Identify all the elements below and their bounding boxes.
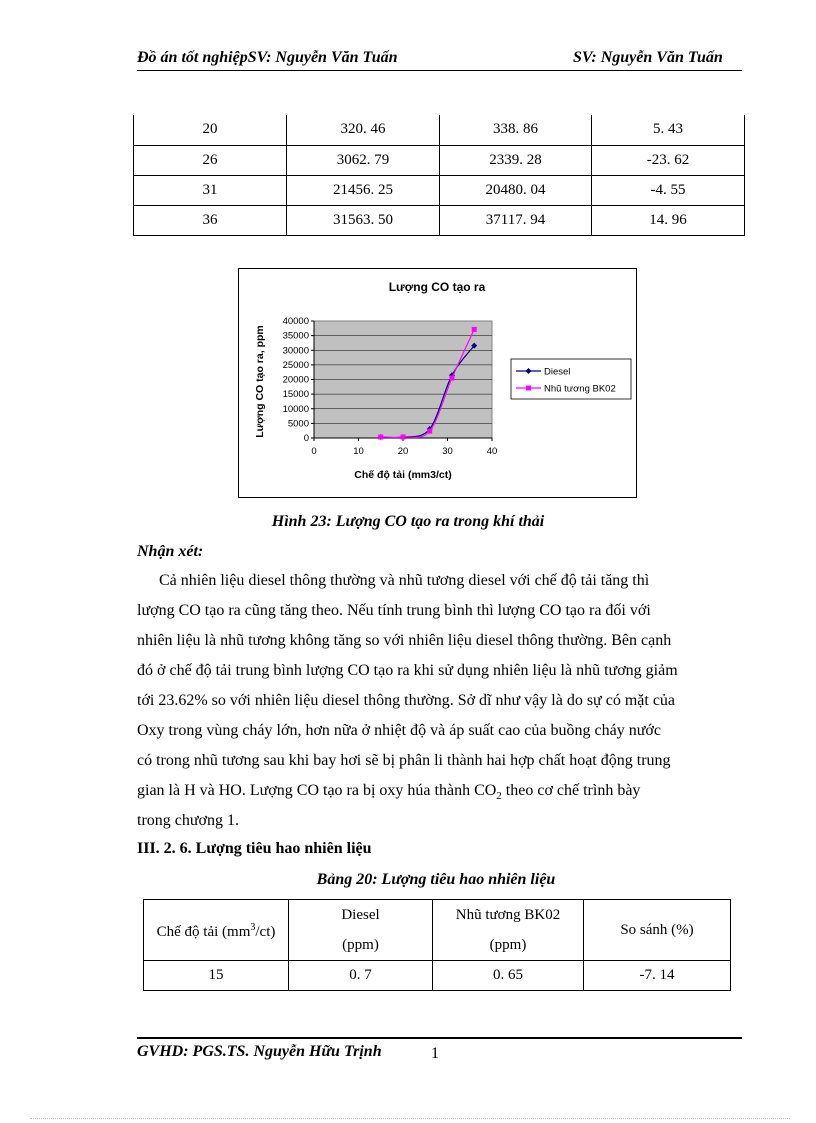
header-cell-diesel [289,900,433,961]
section-heading: III. 2. 6. Lượng tiêu hao nhiên liệu [137,840,372,857]
y-tick-label: 35000 [282,330,309,342]
page-number: 1 [431,1045,439,1062]
remark-title: Nhận xét: [137,543,204,560]
table-row [134,205,745,235]
chart-title: Lượng CO tạo ra [388,280,486,294]
header-text: /ct) [255,924,276,940]
table-cell: 21456. 25 [287,175,440,205]
paragraph-line: Oxy trong vùng cháy lớn, hơn nữa ở nhiệt độ và áp suất cao của buồng cháy nước [137,722,661,739]
data-table-top [133,115,745,236]
chart-svg [239,269,636,497]
remark-paragraph [137,566,739,836]
table-cell: 36 [134,205,287,235]
table-cell: 20480. 04 [440,175,592,205]
table-cell: -7. 14 [584,961,731,991]
header-text: Nhũ tương BK02 [455,907,561,923]
data-point [427,429,432,434]
co2-subscript: 2 [496,790,502,803]
page-edge [30,1118,790,1119]
data-point [472,327,477,332]
y-tick-label: 30000 [282,345,309,357]
footer-left: GVHD: PGS.TS. Nguyễn Hữu Trịnh [137,1043,382,1060]
y-axis-label: Lượng CO tạo ra, ppm [254,325,266,438]
y-tick-label: 20000 [282,374,309,386]
footer-rule [137,1037,742,1039]
x-axis-label: Chế độ tải (mm3/ct) [354,469,452,481]
table-cell: 3062. 79 [287,145,440,175]
paragraph-line: có trong nhũ tương sau khi bay hơi sẽ bị phân li thành hai hợp chất hoạt động trung [137,752,671,769]
table-cell: 14. 96 [592,205,745,235]
table-row [134,145,745,175]
paragraph-line: tới 23.62% so với nhiên liệu diesel thông thường. Sở dĩ như vậy là do sự có mặt của [137,692,676,709]
table-row [134,115,745,145]
legend-marker [526,386,531,391]
header-rule [137,70,742,71]
table-cell: 26 [134,145,287,175]
header-cell-compare: So sánh (%) [584,900,731,961]
header-text: (ppm) [342,937,379,953]
table-cell: 5. 43 [592,115,745,145]
data-point [378,435,383,440]
y-tick-label: 10000 [282,403,309,415]
header-text: (ppm) [489,937,527,953]
paragraph-line: trong chương 1. [137,812,240,829]
header-cell-load [144,900,289,961]
paragraph-line: lượng CO tạo ra cũng tăng theo. Nếu tính trung bình thì lượng CO tạo ra đối với [137,602,651,619]
header-cell-emulsion [433,900,584,961]
table-cell: -23. 62 [592,145,745,175]
y-tick-label: 15000 [282,389,309,401]
y-tick-label: 40000 [282,316,309,327]
paragraph-line: nhiên liệu là nhũ tương không tăng so với nhiên liệu diesel thông thường. Bên cạnh [137,632,672,649]
fuel-consumption-table [143,899,731,991]
header-text: Chế độ tải (mm [156,924,251,940]
x-tick-label: 30 [442,446,453,457]
x-tick-label: 10 [353,446,364,457]
table-cell: 20 [134,115,287,145]
data-point [449,376,454,381]
paragraph-line: đó ở chế độ tải trung bình lượng CO tạo ra khi sử dụng nhiên liệu là nhũ tương giảm [137,662,678,679]
table-cell: 15 [144,961,289,991]
table-cell: -4. 55 [592,175,745,205]
table-cell: 37117. 94 [440,205,592,235]
x-tick-label: 40 [486,446,498,457]
paragraph-line-co2 [137,776,739,806]
table-cell: 31 [134,175,287,205]
paragraph-line: Cả nhiên liệu diesel thông thường và nhũ tương diesel với chế độ tải tăng thì [159,572,650,589]
data-point [401,435,406,440]
legend-label: Diesel [544,366,571,378]
y-tick-label: 25000 [282,359,309,371]
paragraph-text: gian là H và HO. Lượng CO tạo ra bị oxy húa thành CO [137,782,497,799]
table-row [134,175,745,205]
table-row [144,961,731,991]
table-cell: 2339. 28 [440,145,592,175]
y-tick-label: 0 [303,433,309,444]
x-tick-label: 0 [311,446,317,457]
figure-caption: Hình 23: Lượng CO tạo ra trong khí thải [271,513,545,530]
x-tick-label: 20 [397,446,409,457]
legend-label: Nhũ tương BK02 [544,383,616,395]
header-text: Diesel [341,907,380,923]
co-chart [238,268,637,498]
table-caption: Bảng 20: Lượng tiêu hao nhiên liệu [316,871,556,888]
header-sup: 3 [250,922,256,933]
paragraph-text: theo cơ chế trình bày [505,782,641,799]
header-right: SV: Nguyễn Văn Tuấn [573,49,723,66]
table-cell: 338. 86 [440,115,592,145]
y-tick-label: 5000 [287,418,309,430]
table-cell: 320. 46 [287,115,440,145]
table-header-row [144,900,731,961]
table-cell: 31563. 50 [287,205,440,235]
table-cell: 0. 7 [289,961,433,991]
header-left: Đồ án tốt nghiệpSV: Nguyễn Văn Tuấn [137,49,398,66]
table-cell: 0. 65 [433,961,584,991]
